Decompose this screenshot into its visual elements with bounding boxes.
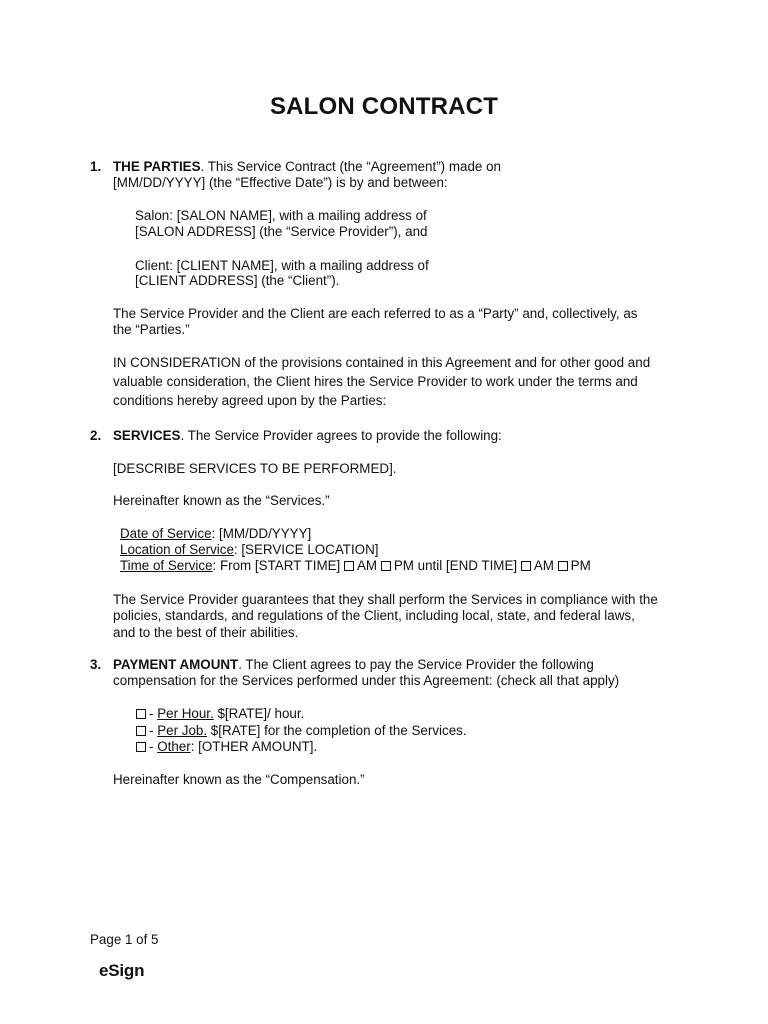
end-am-checkbox[interactable]	[521, 561, 531, 571]
payment-option-per-hour	[136, 706, 304, 723]
payment-option-other	[136, 739, 317, 756]
consideration-line-1: IN CONSIDERATION of the provisions contained in this Agreement and for other good and	[113, 355, 651, 370]
section-3-line-2: compensation for the Services performed under this Agreement: (check all that apply)	[113, 673, 620, 688]
client-line-2: [CLIENT ADDRESS] (the “Client”).	[135, 273, 340, 288]
salon-line-2: [SALON ADDRESS] (the “Service Provider”), and	[135, 224, 428, 239]
per-hour-label: Per Hour.	[157, 706, 214, 721]
section-3-text: . The Client agrees to pay the Service Provider the following	[238, 657, 594, 672]
guarantee-line-2: policies, standards, and regulations of the Client, including local, state, and federal laws,	[113, 608, 635, 623]
esign-logo: eSign	[99, 961, 145, 980]
section-1-number: 1.	[90, 159, 102, 174]
location-of-service-value: : [SERVICE LOCATION]	[233, 542, 379, 557]
section-3-number: 3.	[90, 657, 102, 672]
compensation-known-as: Hereinafter known as the “Compensation.”	[113, 772, 365, 787]
consideration-line-3: conditions hereby agreed upon by the Parties:	[113, 393, 387, 408]
section-1-heading: THE PARTIES	[113, 159, 201, 174]
parties-line-1: The Service Provider and the Client are each referred to as a “Party” and, collectively, as	[113, 306, 638, 321]
client-line-1: Client: [CLIENT NAME], with a mailing address of	[135, 258, 429, 273]
other-checkbox[interactable]	[136, 742, 146, 752]
per-job-label: Per Job.	[157, 723, 208, 738]
time-of-service-from: : From [START TIME]	[212, 558, 341, 573]
per-hour-dash: -	[149, 706, 158, 721]
location-of-service-label: Location of Service	[120, 542, 234, 557]
start-am-label: AM	[357, 558, 378, 573]
date-of-service	[120, 526, 311, 543]
time-of-service	[120, 558, 591, 575]
end-pm-label: PM	[570, 558, 591, 573]
end-pm-checkbox[interactable]	[558, 561, 568, 571]
per-job-text: $[RATE] for the completion of the Services.	[207, 723, 467, 738]
section-1-line-1	[113, 159, 501, 176]
section-2-heading: SERVICES	[113, 428, 181, 443]
start-pm-checkbox[interactable]	[381, 561, 391, 571]
other-label: Other	[157, 739, 191, 754]
per-hour-text: $[RATE]/ hour.	[213, 706, 305, 721]
payment-option-per-job	[136, 723, 467, 740]
section-1-line-2: [MM/DD/YYYY] (the “Effective Date”) is by and between:	[113, 175, 448, 190]
start-am-checkbox[interactable]	[344, 561, 354, 571]
per-hour-checkbox[interactable]	[136, 709, 146, 719]
date-of-service-value: : [MM/DD/YYYY]	[211, 526, 312, 541]
start-pm-until-label: PM until [END TIME]	[393, 558, 518, 573]
end-am-label: AM	[533, 558, 554, 573]
other-text: : [OTHER AMOUNT].	[190, 739, 318, 754]
section-3-heading: PAYMENT AMOUNT	[113, 657, 239, 672]
location-of-service	[120, 542, 379, 559]
other-dash: -	[149, 739, 158, 754]
section-2-number: 2.	[90, 428, 102, 443]
guarantee-line-3: and to the best of their abilities.	[113, 625, 299, 640]
section-2-line-1	[113, 428, 502, 445]
consideration-line-2: valuable consideration, the Client hires the Service Provider to work under the terms and	[113, 374, 638, 389]
section-1-text: . This Service Contract (the “Agreement”) made on	[200, 159, 501, 174]
services-known-as: Hereinafter known as the “Services.”	[113, 493, 330, 508]
parties-line-2: the “Parties.”	[113, 322, 190, 337]
page-title: SALON CONTRACT	[269, 93, 499, 120]
time-of-service-label: Time of Service	[120, 558, 213, 573]
page-number: Page 1 of 5	[90, 932, 159, 947]
per-job-checkbox[interactable]	[136, 726, 146, 736]
section-3-line-1	[113, 657, 594, 674]
per-job-dash: -	[149, 723, 158, 738]
describe-services: [DESCRIBE SERVICES TO BE PERFORMED].	[113, 461, 397, 476]
salon-line-1: Salon: [SALON NAME], with a mailing address of	[135, 208, 427, 223]
section-2-text: . The Service Provider agrees to provide the following:	[180, 428, 502, 443]
guarantee-line-1: The Service Provider guarantees that they shall perform the Services in compliance with the	[113, 592, 658, 607]
date-of-service-label: Date of Service	[120, 526, 212, 541]
